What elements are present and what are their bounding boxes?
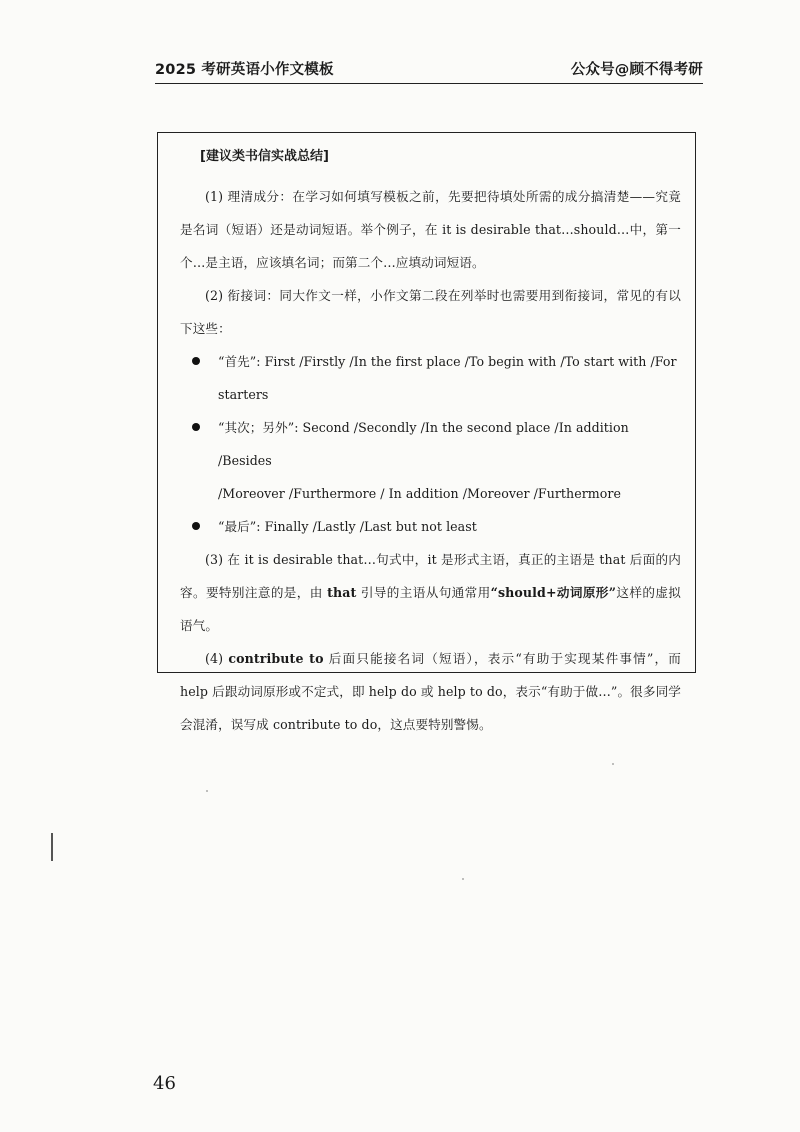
bullet-label: “其次；另外” [218, 420, 295, 435]
scan-artifact [51, 833, 53, 861]
bullet-dot-icon [192, 423, 200, 431]
page-header [155, 58, 703, 79]
p3-text-c: 这样的虚拟语气。 [180, 585, 681, 633]
paragraph-2: (2) 衔接词：同大作文一样，小作文第二段在列举时也需要用到衔接词，常见的有以下这些： [180, 288, 681, 336]
bullet-continuation: /Moreover /Furthermore / In addition /Moreover /Furthermore [218, 486, 621, 501]
bullet-dot-icon [192, 357, 200, 365]
summary-box [157, 132, 696, 732]
p3-text-b: 引导的主语从句通常用 [356, 585, 491, 600]
p4-bold-contribute: contribute to [228, 651, 324, 666]
paragraph-4 [180, 642, 681, 741]
paragraph-1: (1) 理清成分：在学习如何填写模板之前，先要把待填处所需的成分搞清楚——究竟是名词（短语）还是动词短语。举个例子，在 it is desirable that…should…中，第一个…是主语，应该填名词；而第二个…应填动词短语。 [180, 189, 681, 270]
p4-text-b: 后面只能接名词（短语），表示“有助于实现某件事情”，而 help 后跟动词原形或不定式，即 help do 或 help to do，表示“有助于做…”。很多同学会混淆，误写成 contribute to do，这点要特别警惕。 [180, 651, 681, 732]
bullet-text: : First /Firstly /In the first place /To begin with /To start with /For starters [218, 354, 677, 402]
box-title: [建议类书信实战总结] [200, 149, 329, 164]
bullet-first [180, 345, 681, 411]
page-number: 46 [153, 1073, 176, 1094]
p3-bold-that: that [327, 585, 357, 600]
bullet-second [180, 411, 681, 510]
scan-speck [206, 790, 208, 792]
p3-text-a: (3) 在 it is desirable that…句式中，it 是形式主语，真正的主语是 that 后面的内容。要特别注意的是，由 [180, 552, 681, 600]
bullet-third [180, 510, 681, 543]
header-rule [155, 83, 703, 84]
bullet-text: : Finally /Lastly /Last but not least [256, 519, 477, 534]
header-title: 2025 考研英语小作文模板 [155, 62, 334, 78]
paragraph-3 [180, 543, 681, 642]
bullet-text: : Second /Secondly /In the second place /In addition /Besides [218, 420, 629, 468]
scan-speck [612, 763, 614, 765]
p4-text-a: (4) [205, 651, 229, 666]
bullet-label: “最后” [218, 519, 257, 534]
bullet-dot-icon [192, 522, 200, 530]
scan-speck [462, 878, 464, 880]
bullet-label: “首先” [218, 354, 257, 369]
header-account: 公众号@顾不得考研 [570, 62, 703, 78]
p3-bold-should: “should+动词原形” [490, 585, 617, 600]
